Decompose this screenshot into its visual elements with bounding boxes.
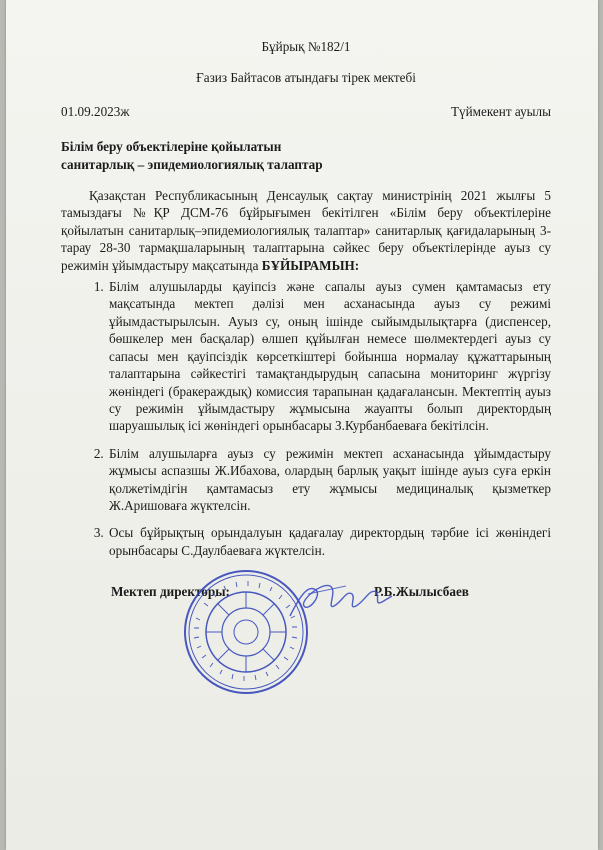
title-line-2: санитарлық – эпидемиологиялық талаптар [61, 156, 323, 172]
school-name: Ғазиз Байтасов атындағы тірек мектебі [196, 70, 416, 86]
order-items [61, 278, 551, 559]
title-line-1: Білім беру объектілеріне қойылатын [61, 139, 282, 155]
order-number: Бұйрық №182/1 [261, 39, 351, 54]
order-item-1: 1. Білім алушыларды қауіпсіз және сапалы ауыз сумен қамтамасыз ету мақсатында мектеп дәлізі мен асханасында ауыз су режимі ұйымдастырылсын. Ауыз су, оның ішінде сыйымдылықтарға (диспенсер, бөшкелер мен басқалар) өлшеп құйылған немесе шөлмектердегі ауыз су сапасы мен қауіпсіздік көрсеткіштері бойынша нормалау құжаттарының талаптарына сәйкестігі тамақтандырудың сапасына мониторинг жүргізу жөніндегі (бракераждық) комиссия тарапынан қадағалансын. Мектептің ауыз су режимін ұйымдастыру жұмысына жауапты болып директордың шаруашылық ісі жөніндегі орынбасары З.Курбанбаеваға бекітілсін. [107, 278, 551, 435]
order-date: 01.09.2023ж [61, 103, 130, 119]
signature-label: Мектеп директоры: [111, 584, 230, 600]
intro-text: Қазақстан Республикасының Денсаулық сақтау министрінің 2021 жылғы 5 тамыздағы №ҚР ДСМ-76 бұйрығымен бекітілген «Білім беру объектілеріне қойылатын санитарлық–эпидемиологиялық талаптар» санитарлық қағидаларының 3-тарау 28-30 тармақшаларының талаптарына сәйкес беру объектілерінде ауыз су режимін ұйымдастыру мақсатында [61, 188, 551, 273]
order-place: Түймекент ауылы [450, 103, 551, 119]
handwritten-signature-icon [286, 576, 396, 626]
document-body [61, 38, 551, 613]
intro-emphasis: БҰЙЫРАМЫН: [261, 257, 360, 273]
intro-paragraph [61, 187, 551, 274]
order-title [61, 138, 551, 173]
date-place-line [61, 103, 551, 120]
document-sheet [6, 0, 598, 850]
signature-name: Р.Б.Жылысбаев [374, 584, 469, 600]
order-item-2: 2. Білім алушыларға ауыз су режимін мектеп асханасында ұйымдастыру жұмысы аспазшы Ж.Ибахова, олардың барлық уақыт ішінде ауыз суға еркін қолжетімдігін қамтамасыз ету жұмысы медициналық қызметкер Ж.Аришоваға жүктелсін. [107, 445, 551, 515]
order-item-3: 3. Осы бұйрықтың орындалуын қадағалау директордың тәрбие ісі жөніндегі орынбасары С.Даулбаеваға жүктелсін. [107, 524, 551, 559]
